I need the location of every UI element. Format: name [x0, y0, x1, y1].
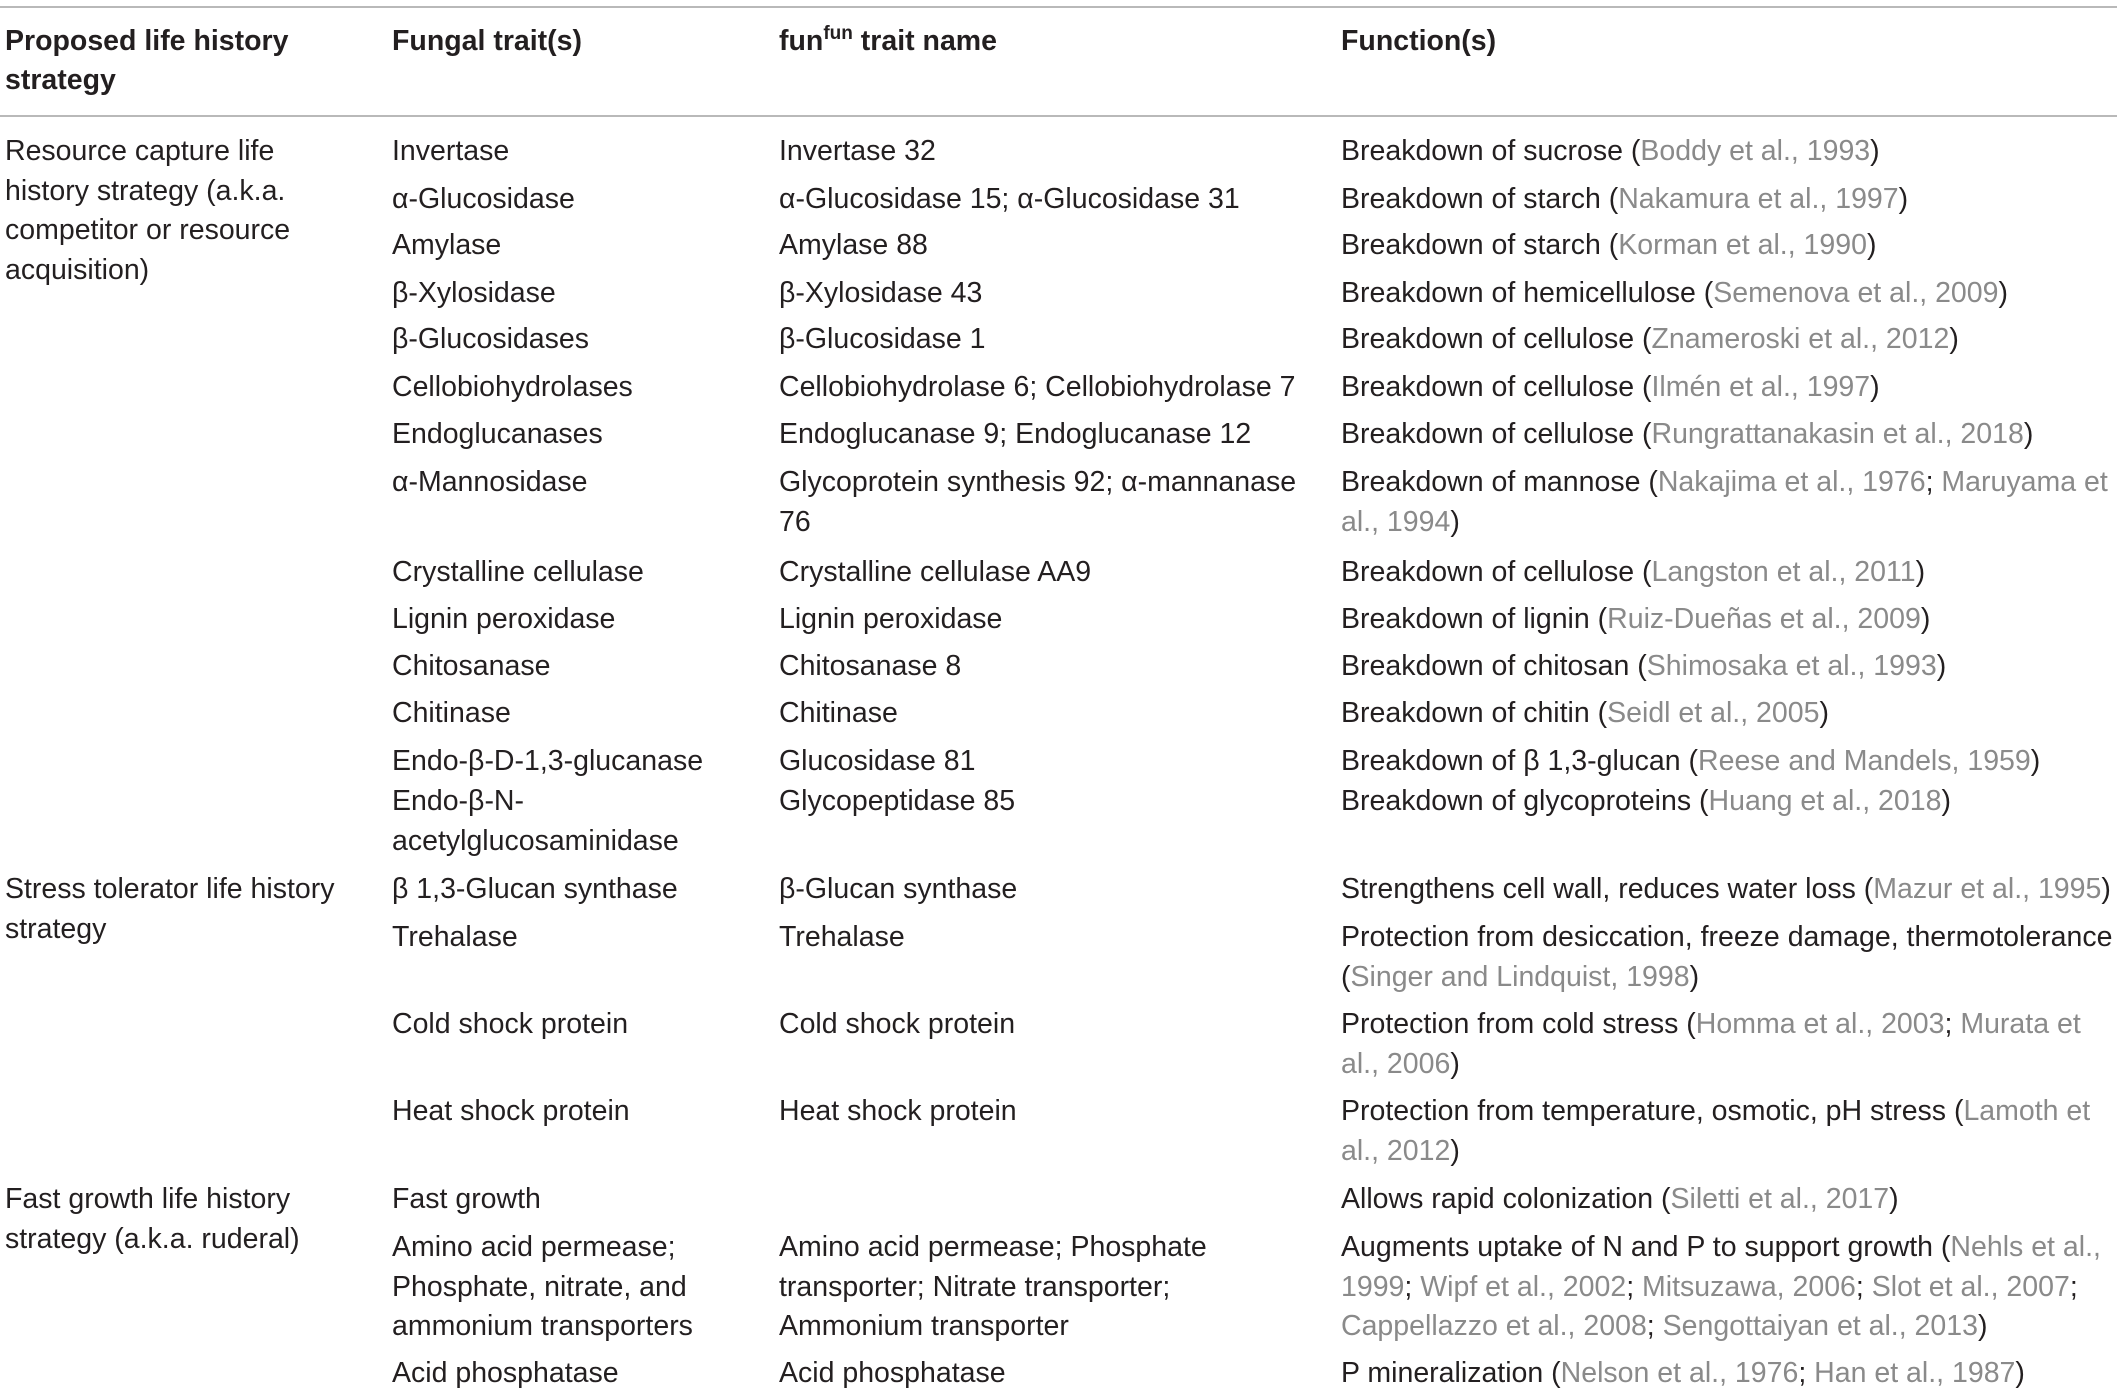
function-text: Augments uptake of N and P to support growth (: [1341, 1231, 1951, 1263]
citation-link[interactable]: Singer and Lindquist, 1998: [1350, 960, 1690, 993]
citation-link[interactable]: Lamoth et al., 2012: [1341, 1095, 2091, 1167]
funfun-cell: Glucosidase 81: [779, 745, 976, 777]
function-text: Allows rapid colonization (: [1341, 1183, 1671, 1215]
function-text: ;: [1626, 1270, 1643, 1303]
header-funfun-rest: trait name: [852, 25, 997, 57]
citation-link[interactable]: Han et al., 1987: [1814, 1357, 2016, 1389]
function-text: ): [1977, 1310, 1988, 1342]
funfun-cell: Chitinase: [779, 697, 898, 729]
citation-link[interactable]: Maruyama et al., 1994: [1341, 466, 2108, 538]
citation-link[interactable]: Murata et al., 2006: [1341, 1008, 2081, 1080]
citation-link[interactable]: Rungrattanakasin et al., 2018: [1651, 418, 2024, 450]
function-text: ): [1450, 1134, 1460, 1167]
function-text: Protection from desiccation, freeze damage, thermotolerance (: [1341, 921, 2113, 993]
function-text: ): [1898, 183, 1909, 215]
citation-link[interactable]: Boddy et al., 1993: [1640, 135, 1871, 167]
function-cell: [1341, 553, 2117, 593]
function-text: ): [1889, 1183, 1899, 1215]
function-cell: [1341, 1228, 2117, 1347]
funfun-cell: β-Glucan synthase: [779, 873, 1018, 905]
function-text: Breakdown of cellulose (: [1341, 371, 1652, 403]
trait-cell: β-Glucosidases: [392, 323, 589, 355]
function-text: ;: [1646, 1310, 1663, 1342]
citation-link[interactable]: Ilmén et al., 1997: [1651, 371, 1871, 403]
function-cell: [1341, 368, 2117, 408]
citation-link[interactable]: Nelson et al., 1976: [1560, 1357, 1799, 1389]
function-cell: [1341, 600, 2117, 640]
citation-link[interactable]: Seidl et al., 2005: [1607, 697, 1820, 729]
funfun-cell: β-Glucosidase 1: [779, 323, 986, 355]
function-text: Protection from temperature, osmotic, pH stress (: [1341, 1095, 1964, 1127]
function-text: ): [2023, 418, 2034, 450]
function-cell: [1341, 1354, 2117, 1394]
strategy-resource-capture: Resource capture life history strategy (a.k.a. competitor or resource acquisition): [5, 135, 291, 286]
function-cell: [1341, 132, 2117, 172]
header-funfun-sup: fun: [823, 23, 853, 44]
function-text: ): [1949, 323, 1959, 355]
citation-link[interactable]: Ruiz-Dueñas et al., 2009: [1607, 603, 1921, 635]
function-text: Breakdown of cellulose (: [1341, 556, 1652, 588]
citation-link[interactable]: Sengottaiyan et al., 2013: [1662, 1310, 1978, 1342]
function-cell: [1341, 1180, 2117, 1220]
function-text: Strengthens cell wall, reduces water loss (: [1341, 873, 1874, 905]
funfun-cell: Heat shock protein: [779, 1095, 1017, 1127]
function-cell: [1341, 415, 2117, 455]
citation-link[interactable]: Korman et al., 1990: [1618, 229, 1867, 261]
function-text: Breakdown of lignin (: [1341, 603, 1608, 635]
function-text: ): [1941, 785, 1951, 817]
trait-cell: Endoglucanases: [392, 418, 603, 450]
trait-cell: Cold shock protein: [392, 1008, 629, 1040]
function-text: ;: [1925, 466, 1942, 498]
funfun-cell: Trehalase: [779, 921, 905, 953]
funfun-cell: Amylase 88: [779, 229, 928, 261]
header-funfun-base: fun: [779, 25, 824, 57]
function-text: ): [1819, 697, 1829, 729]
function-text: Breakdown of chitosan (: [1341, 650, 1647, 682]
citation-link[interactable]: Mazur et al., 1995: [1873, 873, 2102, 905]
citation-link[interactable]: Nakajima et al., 1976: [1657, 466, 1926, 498]
function-text: ;: [1798, 1357, 1815, 1389]
trait-cell: Chitinase: [392, 697, 511, 729]
function-cell: [1341, 180, 2117, 220]
function-text: ): [1870, 371, 1880, 403]
function-text: ): [1915, 556, 1926, 588]
function-cell: [1341, 1005, 2117, 1084]
trait-cell: Amylase: [392, 229, 502, 261]
citation-link[interactable]: Slot et al., 2007: [1871, 1270, 2070, 1303]
function-text: ): [1998, 277, 2008, 309]
function-text: Breakdown of starch (: [1341, 229, 1619, 261]
function-text: ): [1450, 505, 1460, 538]
citation-link[interactable]: Semenova et al., 2009: [1713, 277, 1999, 309]
function-text: Breakdown of β 1,3-glucan (: [1341, 745, 1699, 777]
function-cell: [1341, 274, 2117, 314]
citation-link[interactable]: Cappellazzo et al., 2008: [1341, 1310, 1647, 1342]
citation-link[interactable]: Nehls et al., 1999: [1341, 1231, 2101, 1303]
funfun-cell: Amino acid permease; Phosphate transporter; Nitrate transporter; Ammonium transporter: [779, 1231, 1207, 1342]
function-text: ): [2030, 745, 2041, 777]
trait-cell: β-Xylosidase: [392, 277, 556, 309]
trait-cell: Acid phosphatase: [392, 1357, 619, 1389]
trait-cell: Heat shock protein: [392, 1095, 630, 1127]
citation-link[interactable]: Reese and Mandels, 1959: [1698, 745, 2031, 777]
function-text: ;: [1944, 1008, 1961, 1040]
function-text: ;: [2069, 1270, 2078, 1303]
function-text: ): [1689, 960, 1700, 993]
funfun-cell: Cold shock protein: [779, 1008, 1016, 1040]
funfun-cell: α-Glucosidase 15; α-Glucosidase 31: [779, 183, 1240, 215]
function-text: ): [1450, 1047, 1460, 1080]
citation-link[interactable]: Huang et al., 2018: [1708, 785, 1942, 817]
trait-cell: Amino acid permease; Phosphate, nitrate, and ammonium transporters: [392, 1231, 693, 1342]
function-text: Breakdown of mannose (: [1341, 466, 1658, 498]
function-text: Breakdown of chitin (: [1341, 697, 1608, 729]
citation-link[interactable]: Siletti et al., 2017: [1670, 1183, 1890, 1215]
trait-cell: Fast growth: [392, 1183, 541, 1215]
function-cell: [1341, 782, 2117, 822]
function-text: ;: [1404, 1270, 1421, 1303]
citation-link[interactable]: Mitsuzawa, 2006: [1642, 1270, 1856, 1303]
strategy-stress-tolerator: Stress tolerator life history strategy: [5, 873, 335, 945]
citation-link[interactable]: Nakamura et al., 1997: [1618, 183, 1899, 215]
citation-link[interactable]: Shimosaka et al., 1993: [1646, 650, 1937, 682]
citation-link[interactable]: Langston et al., 2011: [1651, 556, 1916, 588]
funfun-cell: Cellobiohydrolase 6; Cellobiohydrolase 7: [779, 371, 1296, 403]
trait-cell: Lignin peroxidase: [392, 603, 616, 635]
function-cell: [1341, 694, 2117, 734]
trait-cell: Chitosanase: [392, 650, 551, 682]
trait-cell: Endo-β-N-acetylglucosaminidase: [392, 785, 679, 857]
function-text: ): [2101, 873, 2111, 905]
trait-cell: Crystalline cellulase: [392, 556, 644, 588]
funfun-cell: Chitosanase 8: [779, 650, 962, 682]
header-funfun: [779, 22, 997, 61]
function-cell: [1341, 742, 2117, 782]
function-text: Breakdown of sucrose (: [1341, 135, 1641, 167]
funfun-cell: Lignin peroxidase: [779, 603, 1003, 635]
trait-cell: Invertase: [392, 135, 510, 167]
funfun-cell: Glycopeptidase 85: [779, 785, 1016, 817]
funfun-cell: β-Xylosidase 43: [779, 277, 983, 309]
funfun-cell: Acid phosphatase: [779, 1357, 1006, 1389]
function-text: Breakdown of cellulose (: [1341, 418, 1652, 450]
function-text: Breakdown of cellulose (: [1341, 323, 1652, 355]
citation-link[interactable]: Znameroski et al., 2012: [1651, 323, 1950, 355]
citation-link[interactable]: Wipf et al., 2002: [1420, 1270, 1627, 1303]
function-text: ): [2015, 1357, 2025, 1389]
trait-cell: α-Glucosidase: [392, 183, 575, 215]
funfun-cell: Invertase 32: [779, 135, 936, 167]
funfun-cell: Endoglucanase 9; Endoglucanase 12: [779, 418, 1252, 450]
trait-cell: β 1,3-Glucan synthase: [392, 873, 678, 905]
function-text: P mineralization (: [1341, 1357, 1561, 1389]
header-rule: [0, 115, 2117, 117]
function-text: Breakdown of starch (: [1341, 183, 1619, 215]
function-cell: [1341, 918, 2117, 997]
table-top-rule: [0, 6, 2117, 8]
funfun-cell: Crystalline cellulase AA9: [779, 556, 1092, 588]
strategy-fast-growth: Fast growth life history strategy (a.k.a. ruderal): [5, 1183, 300, 1255]
trait-cell: Trehalase: [392, 921, 518, 953]
function-text: Breakdown of glycoproteins (: [1341, 785, 1709, 817]
function-text: ): [1920, 603, 1931, 635]
function-text: Breakdown of hemicellulose (: [1341, 277, 1714, 309]
function-text: ): [1870, 135, 1880, 167]
citation-link[interactable]: Homma et al., 2003: [1695, 1008, 1945, 1040]
trait-cell: Endo-β-D-1,3-glucanase: [392, 745, 704, 777]
function-text: ): [1866, 229, 1877, 261]
function-text: ): [1936, 650, 1947, 682]
header-strategy: Proposed life history strategy: [5, 25, 289, 96]
function-cell: [1341, 1092, 2117, 1171]
funfun-cell: Glycoprotein synthesis 92; α-mannanase 76: [779, 466, 1297, 538]
function-cell: [1341, 463, 2117, 542]
function-cell: [1341, 320, 2117, 360]
trait-cell: Cellobiohydrolases: [392, 371, 633, 403]
function-cell: [1341, 226, 2117, 266]
function-cell: [1341, 647, 2117, 687]
function-text: Protection from cold stress (: [1341, 1008, 1696, 1040]
header-trait: Fungal trait(s): [392, 25, 582, 57]
trait-cell: α-Mannosidase: [392, 466, 588, 498]
function-text: ;: [1855, 1270, 1872, 1303]
header-function: Function(s): [1341, 25, 1497, 57]
function-cell: [1341, 870, 2117, 910]
